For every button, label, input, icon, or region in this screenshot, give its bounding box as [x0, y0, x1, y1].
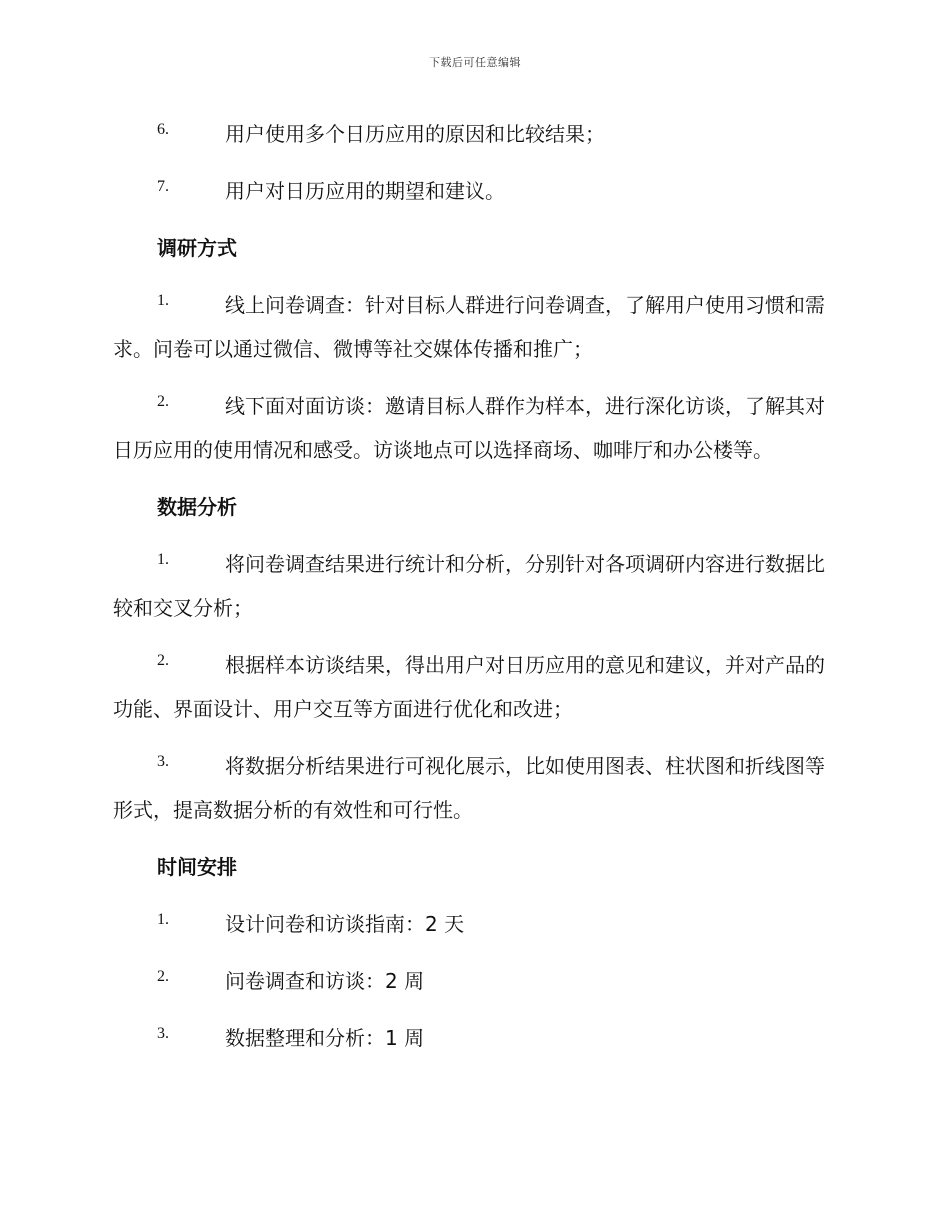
document-body	[113, 112, 837, 1073]
list-number: 7.	[157, 178, 169, 195]
list-number: 1.	[157, 292, 169, 309]
list-item-7	[113, 169, 837, 213]
list-number: 1.	[157, 551, 169, 568]
list-item-online-survey	[113, 283, 837, 371]
section-heading-research-method: 调研方式	[157, 236, 237, 260]
list-number: 3.	[157, 1025, 169, 1042]
list-item-schedule-design	[113, 902, 837, 946]
list-item-text: 用户使用多个日历应用的原因和比较结果；	[225, 122, 605, 146]
list-item-schedule-survey	[113, 959, 837, 1003]
page-header: 下载后可任意编辑	[429, 56, 521, 69]
list-item-text: 将数据分析结果进行可视化展示，比如使用图表、柱状图和折线图等形式，提高数据分析的有效性和可行性。	[113, 754, 825, 822]
list-number: 6.	[157, 121, 169, 138]
list-item-visualization	[113, 744, 837, 832]
list-item-text: 根据样本访谈结果，得出用户对日历应用的意见和建议，并对产品的功能、界面设计、用户交互等方面进行优化和改进；	[113, 653, 825, 721]
list-item-schedule-analysis	[113, 1016, 837, 1060]
list-item-interview-results	[113, 643, 837, 731]
list-item-6	[113, 112, 837, 156]
list-item-survey-analysis	[113, 542, 837, 630]
section-heading-data-analysis: 数据分析	[157, 495, 237, 519]
list-item-text: 线上问卷调查：针对目标人群进行问卷调查，了解用户使用习惯和需求。问卷可以通过微信、微博等社交媒体传播和推广；	[113, 293, 825, 361]
list-number: 2.	[157, 968, 169, 985]
list-item-text: 将问卷调查结果进行统计和分析，分别针对各项调研内容进行数据比较和交叉分析；	[113, 552, 825, 620]
list-item-text: 设计问卷和访谈指南：2 天	[225, 912, 465, 936]
list-item-offline-interview	[113, 384, 837, 472]
list-item-text: 用户对日历应用的期望和建议。	[225, 179, 505, 203]
list-item-text: 线下面对面访谈：邀请目标人群作为样本，进行深化访谈，了解其对日历应用的使用情况和感受。访谈地点可以选择商场、咖啡厅和办公楼等。	[113, 394, 825, 462]
list-number: 1.	[157, 911, 169, 928]
list-item-text: 数据整理和分析：1 周	[225, 1026, 425, 1050]
list-number: 3.	[157, 753, 169, 770]
list-item-text: 问卷调查和访谈：2 周	[225, 969, 425, 993]
section-heading-schedule: 时间安排	[157, 855, 237, 879]
list-number: 2.	[157, 393, 169, 410]
list-number: 2.	[157, 652, 169, 669]
